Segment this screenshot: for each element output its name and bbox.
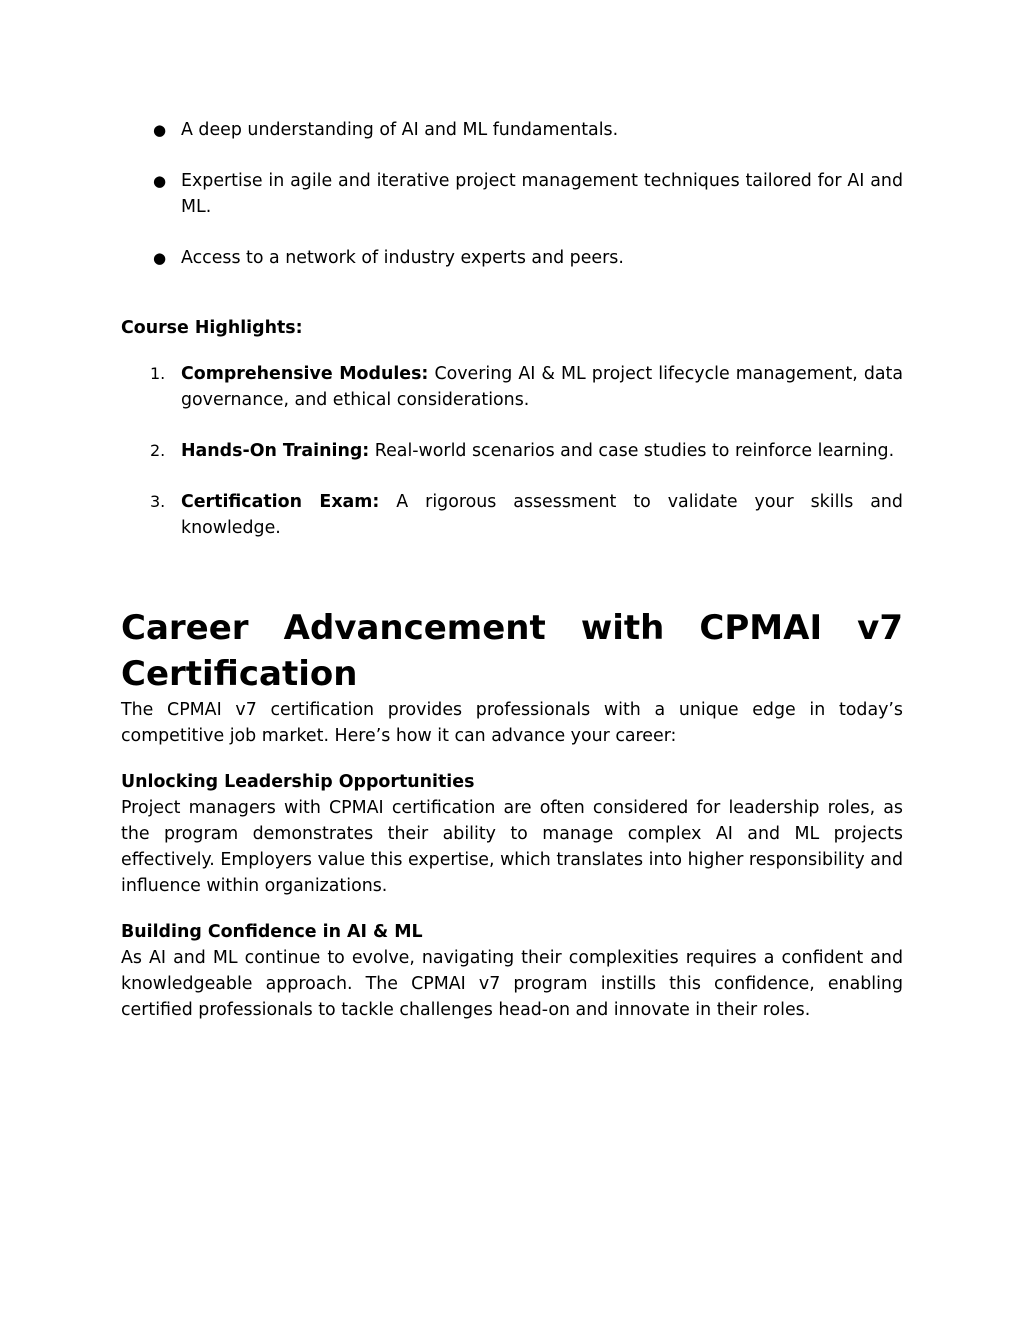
list-item xyxy=(121,168,903,220)
benefits-list xyxy=(121,117,903,271)
bullet-icon: ● xyxy=(153,121,167,139)
highlight-label: Hands-On Training: xyxy=(181,441,370,461)
list-number: 1. xyxy=(150,364,166,383)
confidence-paragraph: As AI and ML continue to evolve, navigating their complexities requires a confident and knowledgeable approach. The CPMAI v7 program instills this confidence, enabling certified professionals to tackle challenges head-on and innovate in their roles. xyxy=(121,948,903,1020)
career-intro-paragraph: The CPMAI v7 certification provides professionals with a unique edge in today’s competitive job market. Here’s how it can advance your career: xyxy=(121,700,903,746)
bullet-icon: ● xyxy=(153,172,167,190)
section-title-line-1: Career Advancement with CPMAI v7 xyxy=(121,608,903,648)
list-item-text: Access to a network of industry experts and peers. xyxy=(181,248,624,268)
leadership-heading: Unlocking Leadership Opportunities xyxy=(121,772,475,792)
highlight-label: Certification Exam: xyxy=(181,492,380,512)
highlight-text: Real-world scenarios and case studies to reinforce learning. xyxy=(369,441,895,461)
list-item-text: A deep understanding of AI and ML fundamentals. xyxy=(181,120,619,140)
list-item xyxy=(121,489,903,541)
section-title xyxy=(121,605,903,697)
highlight-text: Covering AI & ML project lifecycle management, data governance, and ethical considerations. xyxy=(181,364,903,410)
course-highlights-list xyxy=(121,361,903,541)
page-content xyxy=(121,117,903,1023)
highlight-label: Comprehensive Modules: xyxy=(181,364,429,384)
list-item-text: Expertise in agile and iterative project management techniques tailored for AI and ML. xyxy=(181,171,903,217)
list-item xyxy=(121,438,903,464)
list-item xyxy=(121,117,903,143)
course-highlights-heading: Course Highlights: xyxy=(121,318,303,338)
highlight-text: A rigorous assessment to validate your skills and knowledge. xyxy=(181,492,903,538)
section-title-line-2: Certification xyxy=(121,654,358,694)
bullet-icon: ● xyxy=(153,249,167,267)
confidence-heading: Building Confidence in AI & ML xyxy=(121,922,423,942)
list-number: 2. xyxy=(150,441,166,460)
list-number: 3. xyxy=(150,492,166,511)
list-item xyxy=(121,361,903,413)
leadership-paragraph: Project managers with CPMAI certification are often considered for leadership roles, as the program demonstrates their ability to manage complex AI and ML projects effectively. Employers value this expertise, which translates into higher responsibility and influence within organizations. xyxy=(121,798,903,896)
list-item xyxy=(121,245,903,271)
